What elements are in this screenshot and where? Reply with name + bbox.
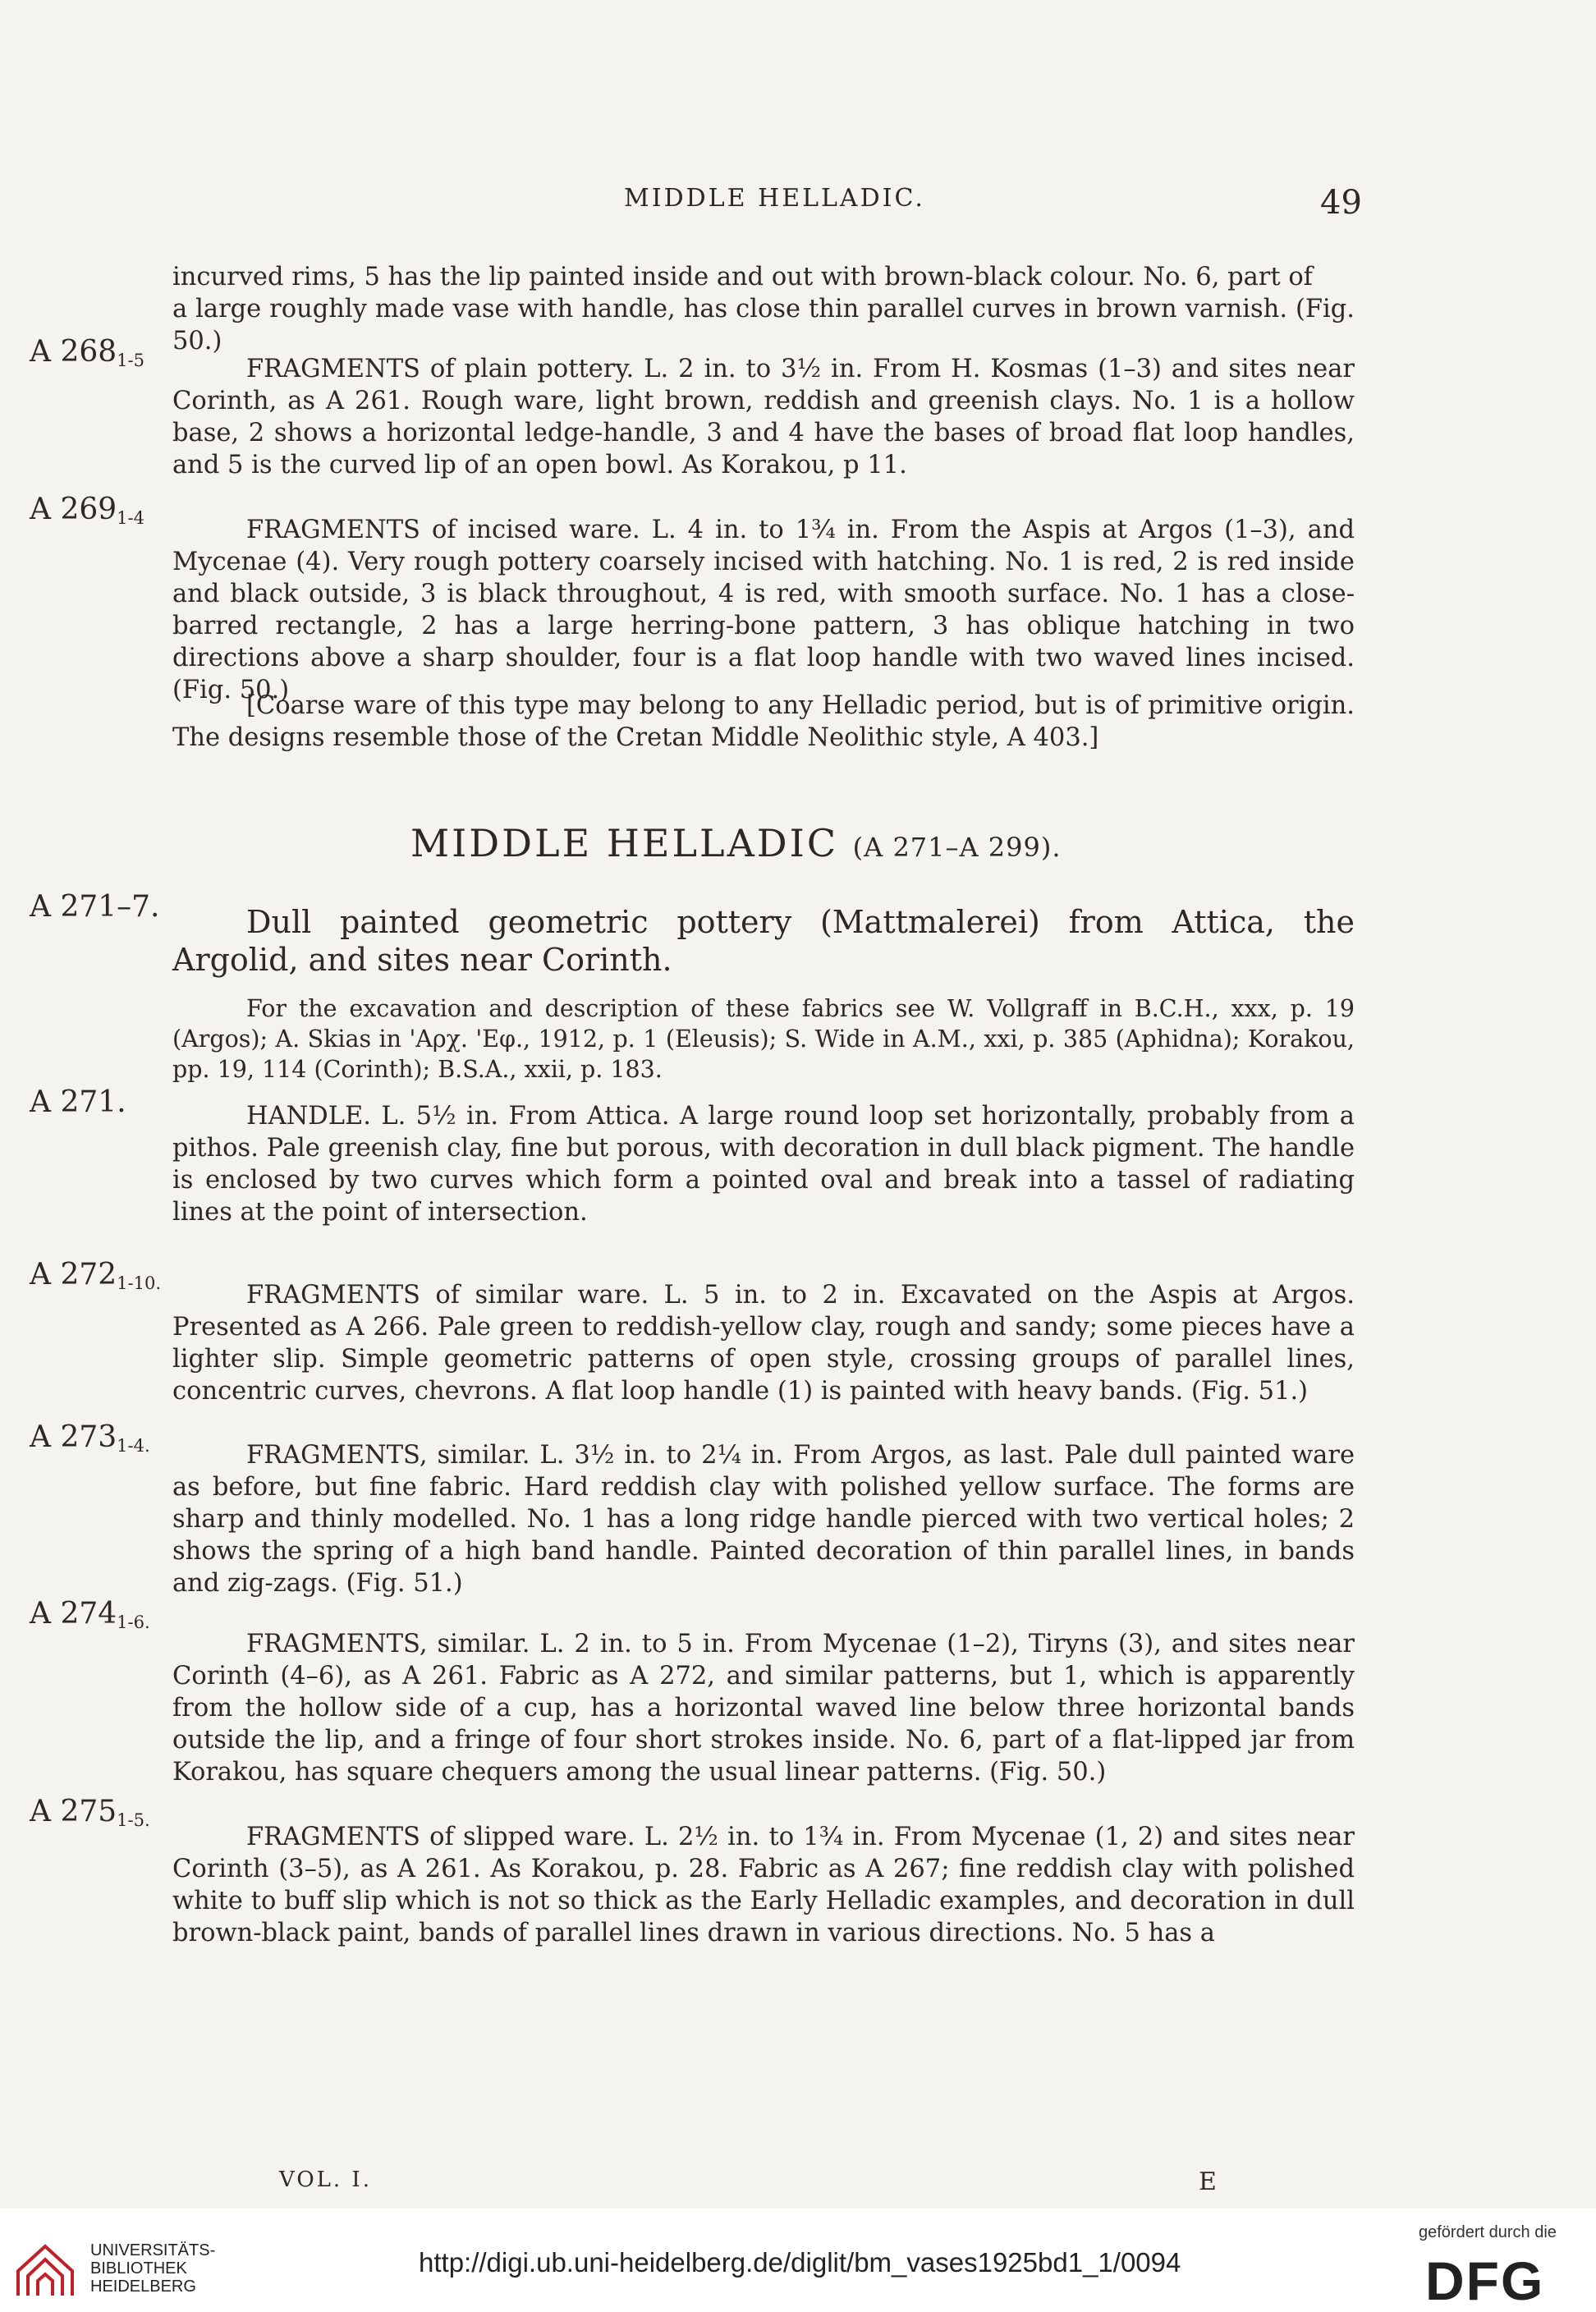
catalogue-number-a268: A $268_{1-5}$ [30,335,144,370]
university-library-logo [10,2241,80,2301]
entry-a275-text: FRAGMENTS of slipped ware. L. 2½ in. to 1¾ in. From Mycenae (1, 2) and sites near Corinth (3–5), as A 261. As Korakou, p. 28. Fabric as A 267; fine reddish clay with polished white to buff slip which is not so thick as the Early Helladic examples, and decoration in dull brown-black paint, bands of parallel lines drawn in various directions. No. 5 has a [172,1823,1355,1947]
running-title: MIDDLE HELLADIC. [624,184,925,213]
catalogue-number-a272: A $272_{1-10.}$ [30,1258,162,1293]
entry-a269-text: FRAGMENTS of incised ware. L. 4 in. to 1¾ in. From the Aspis at Argos (1–3), and Mycenae (4). Very rough pottery coarsely incised with hatching. No. 1 is red, 2 is red inside and black outside, 3 is black throughout, 4 is red, with smooth surface. No. 1 has a close-barred rectangle, 2 has a large herring-bone pattern, 3 has oblique hatching in two directions above a sharp shoulder, four is a flat loop handle with two waved lines incised. (Fig. 50.) [172,516,1355,704]
entry-a268-text: FRAGMENTS of plain pottery. L. 2 in. to 3½ in. From H. Kosmas (1–3) and sites near Corinth, as A 261. Rough ware, light brown, reddish and greenish clays. No. 1 is a hollow base, 2 shows a horizontal ledge-handle, 3 and 4 have the bases of broad flat loop handles, and 5 is the curved lip of an open bowl. As Korakou, p 11. [172,355,1355,479]
funding-caption: gefördert durch die [1419,2223,1557,2241]
signature-mark: E [1199,2168,1217,2196]
volume-label: VOL. I. [279,2168,372,2192]
library-name: UNIVERSITÄTS- BIBLIOTHEK HEIDELBERG [90,2241,216,2296]
continuation-line-1: incurved rims, 5 has the lip painted inside and out with brown-black colour. No. 6, part of [172,263,1313,291]
entry-a273-text: FRAGMENTS, similar. L. 3½ in. to 2¼ in. From Argos, as last. Pale dull painted ware as before, but fine fabric. Hard reddish clay with polished yellow surface. The forms are sharp and thinly modelled. No. 1 has a long ridge handle pierced with two vertical holes; 2 shows the spring of a high band handle. Painted decoration of thin parallel lines, in bands and zig-zags. (Fig. 51.) [172,1441,1355,1598]
catalogue-number-a274: A $274_{1-6.}$ [30,1597,150,1632]
dfg-logo: DFG [1425,2250,1545,2311]
catalogue-number-a273: A $273_{1-4.}$ [30,1420,150,1456]
entry-a271-7-text: Dull painted geometric pottery (Mattmalerei) from Attica, the Argolid, and sites near Corinth. [172,904,1355,978]
catalogue-number-a275: A $275_{1-5.}$ [30,1795,150,1830]
source-url-link[interactable]: http://digi.ub.uni-heidelberg.de/diglit/bm_vases1925bd1_1/0094 [419,2247,1181,2278]
catalogue-number-a271: A 271. [30,1085,126,1119]
catalogue-number-a269: A $269_{1-4}$ [30,493,144,528]
catalogue-number-a271-7: A 271–7. [30,890,160,924]
page-number: 49 [1320,184,1362,222]
bibliography-note: For the excavation and description of these fabrics see W. Vollgraff in B.C.H., xxx, p. 19 (Argos); A. Skias in 'Αρχ. 'Εφ., 1912, p. 1 (Eleusis); S. Wide in A.M., xxi, p. 385 (Aphidna); Korakou, pp. 19, 114 (Corinth); B.S.A., xxii, p. 183. [172,995,1355,1083]
coarse-ware-note: [Coarse ware of this type may belong to any Helladic period, but is of primitive origin. The designs resemble those of the Cretan Middle Neolithic style, A 403.] [172,691,1355,752]
entry-a272-text: FRAGMENTS of similar ware. L. 5 in. to 2 in. Excavated on the Aspis at Argos. Presented as A 266. Pale green to reddish-yellow clay, rough and sandy; some pieces have a lighter slip. Simple geometric patterns of open style, crossing groups of parallel lines, concentric curves, chevrons. A flat loop handle (1) is painted with heavy bands. (Fig. 51.) [172,1281,1355,1406]
entry-a271-text: HANDLE. L. 5½ in. From Attica. A large round loop set horizontally, probably from a pithos. Pale greenish clay, fine but porous, with decoration in dull black pigment. The handle is enclosed by two curves which form a pointed oval and break into a tassel of radiating lines at the point of intersection. [172,1102,1355,1227]
digitization-footer [0,2209,1596,2310]
entry-a274-text: FRAGMENTS, similar. L. 2 in. to 5 in. From Mycenae (1–2), Tiryns (3), and sites near Corinth (4–6), as A 261. Fabric as A 272, and similar patterns, but 1, which is apparently from the hollow side of a cup, has a horizontal waved line below three horizontal bands outside the lip, and a fringe of four short strokes inside. No. 6, part of a flat-lipped jar from Korakou, has square chequers among the usual linear patterns. (Fig. 50.) [172,1630,1355,1787]
section-heading: MIDDLE HELLADIC (A 271–A 299). [410,821,1062,865]
continuation-line-2: a large roughly made vase with handle, has close thin parallel curves in brown varnish. (Fig. 50.) [172,295,1355,356]
